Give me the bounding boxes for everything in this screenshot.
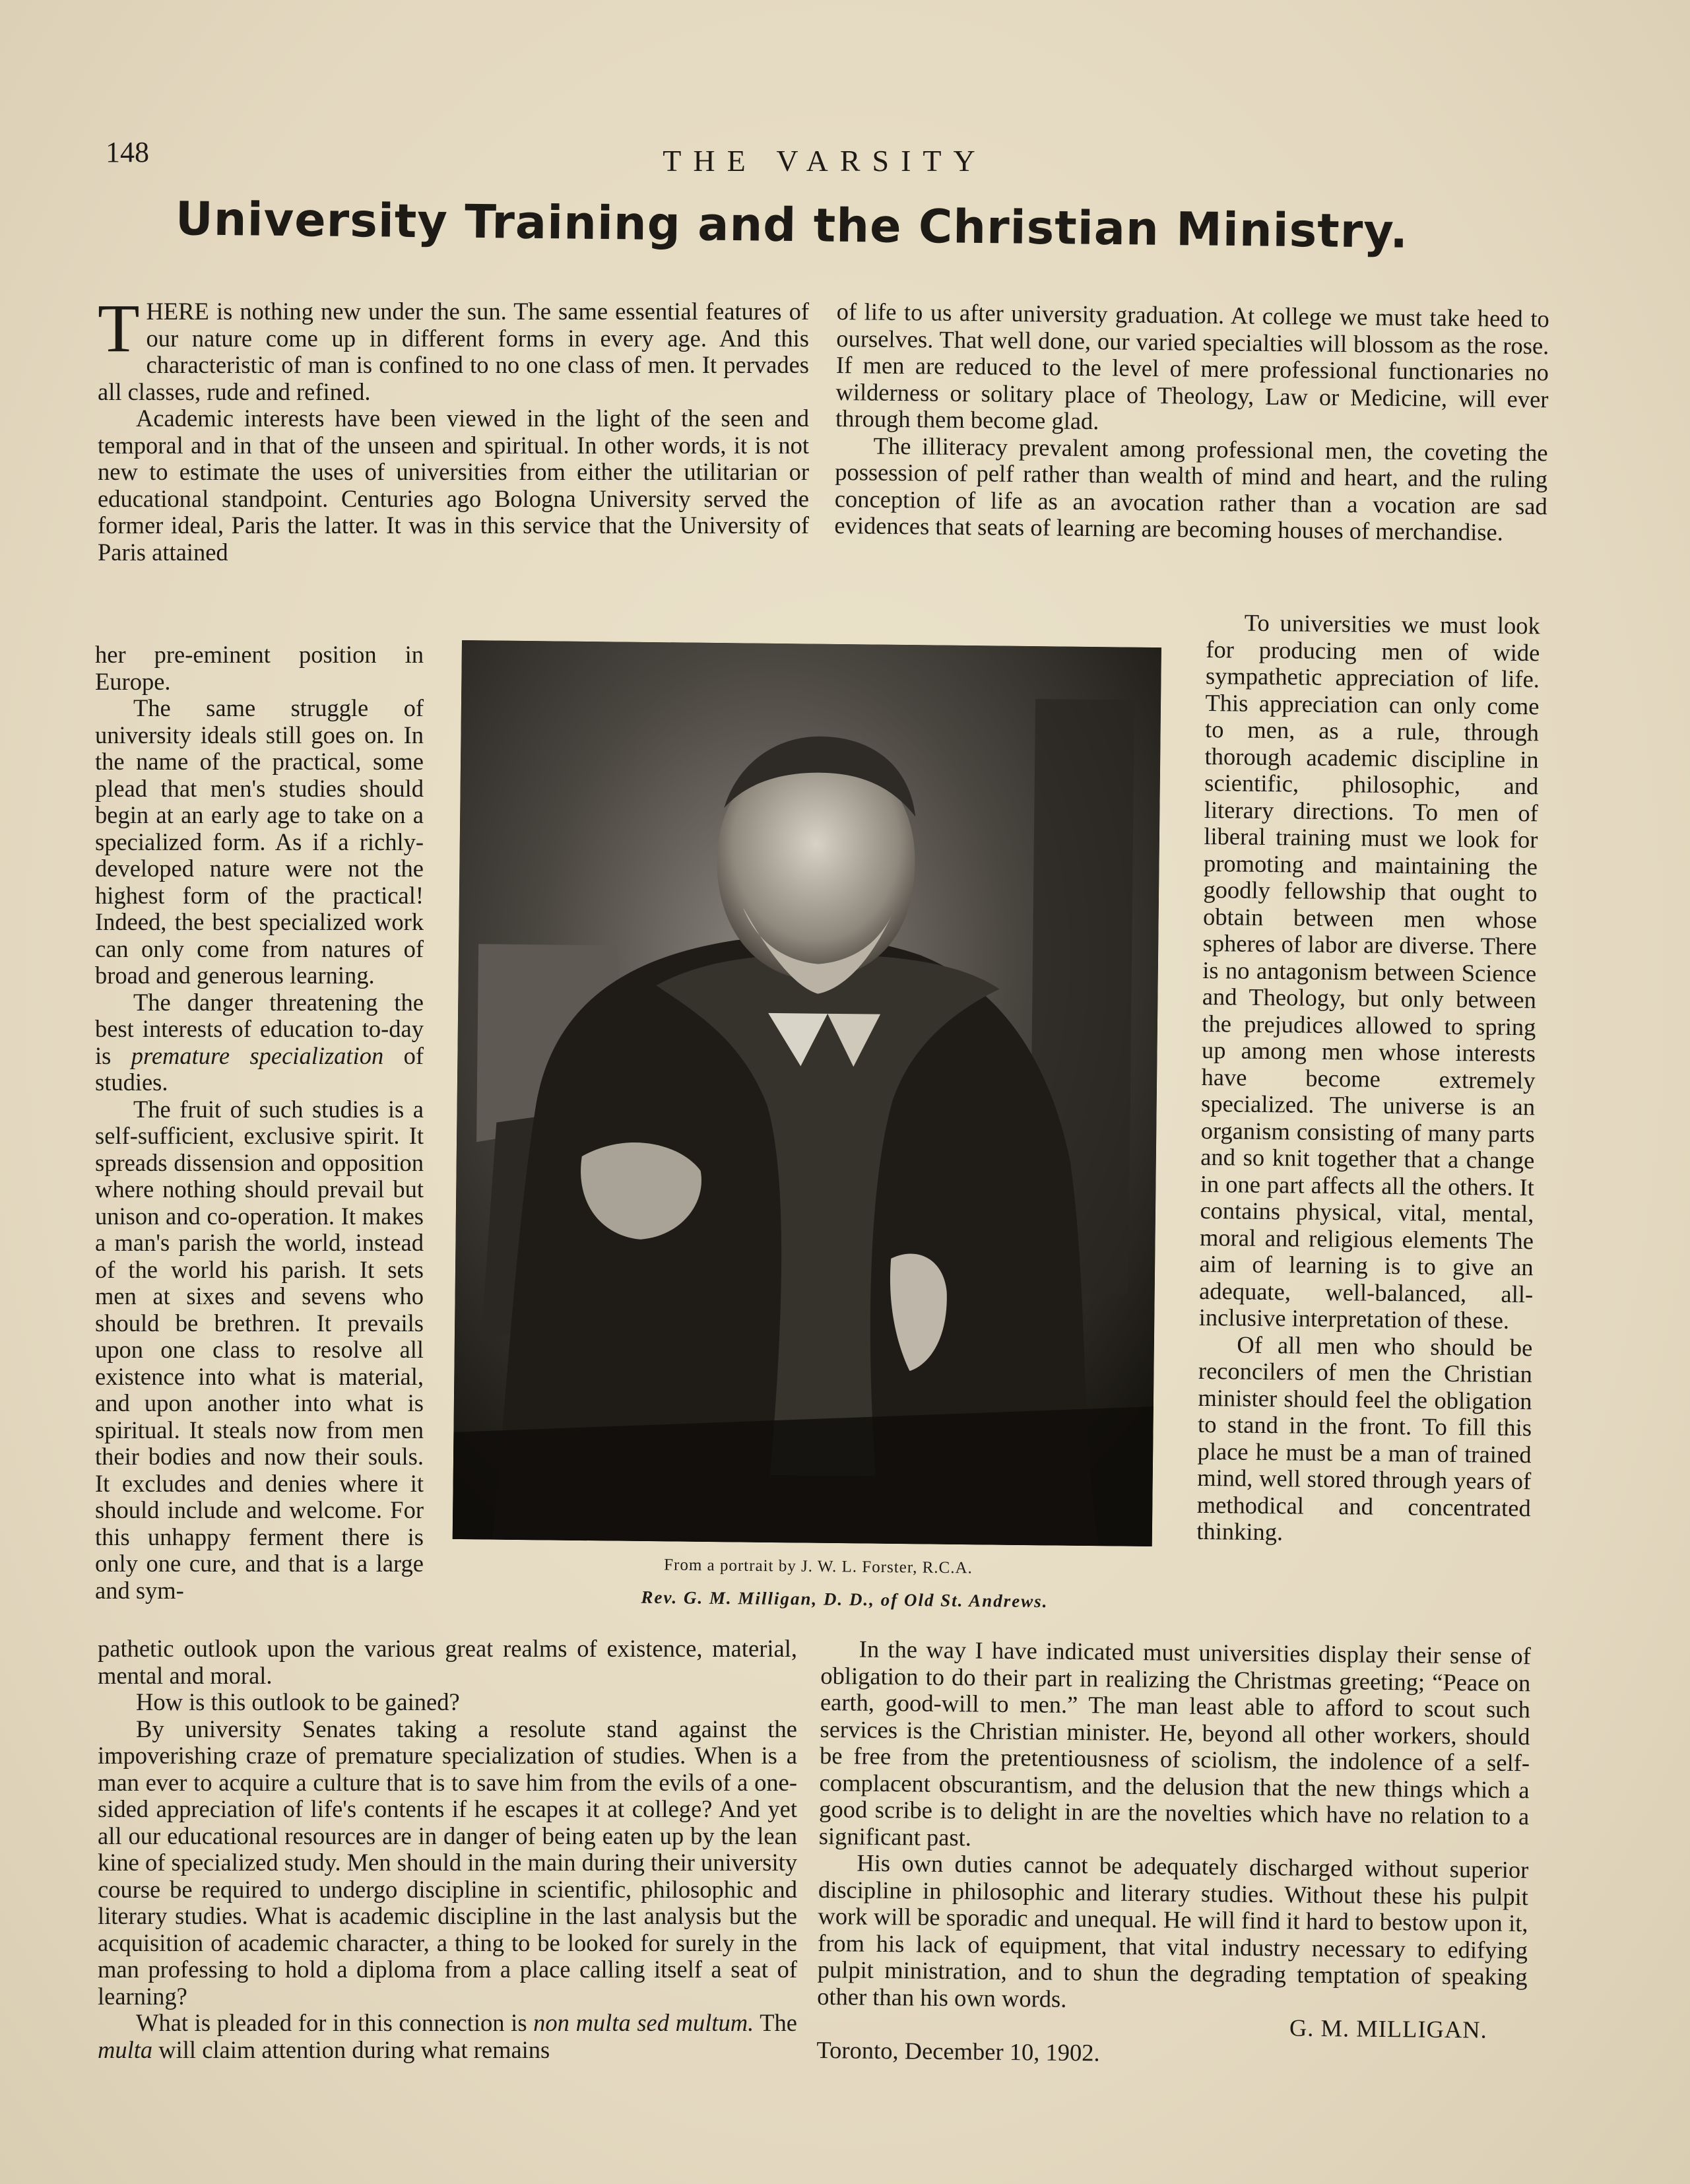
paragraph: How is this outlook to be gained?	[136, 1688, 460, 1715]
paragraph: Academic interests have been viewed in the light of the seen and temporal and in that of the unseen and spiritual. In other words, it is not new to estimate the uses of universities from either the utilitarian or educational standpoint. Centuries ago Bologna University served the former ideal, Paris the latter. It was in this service that the University of Paris attained	[98, 405, 809, 566]
narrow-column-left	[95, 642, 424, 1604]
paragraph: THERE is nothing new under the sun. The same essential features of our nature come up in different forms in every age. And this characteristic of man is confined to no one class of men. It pervades all classes, rude and refined.	[98, 290, 809, 405]
article-title: University Training and the Christian Ministry.	[175, 191, 1409, 259]
paragraph: The fruit of such studies is a self-sufficient, exclusive spirit. It spreads dissension and opposition where nothing should prevail but unison and co-operation. It makes a man's parish the world, instead of the world his parish. It sets men at sixes and sevens who should be brethren. It prevails upon one class to resolve all existence into what is material, and upon another into what is spiritual. It steals now from men their bodies and now their souls. It excludes and denies where it should include and welcome. For this unhappy ferment there is only one cure, and that is a large and sym-	[95, 1095, 424, 1604]
page-header	[99, 135, 1551, 188]
paragraph: her pre-eminent position in Europe.	[95, 641, 424, 695]
portrait-image	[453, 640, 1161, 1546]
paragraph: of life to us after university graduation. At college we must take heed to ourselves. That well done, our varied specialties will blossom as the rose. If men are reduced to the level of mere professional functionaries no wilderness or solitary place of Theology, Law or Medicine, will ever through them become glad.	[835, 298, 1549, 435]
narrow-column-right	[1196, 609, 1540, 1548]
bottom-column-right	[816, 1636, 1531, 2070]
portrait-illustration	[453, 640, 1161, 1546]
dateline: Toronto, December 10, 1902.	[816, 2035, 1100, 2066]
paragraph: Of all men who should be reconcilers of men the Christian minister should feel the obligation to stand in the front. To fill this place he must be a man of trained mind, well stored through years of methodical and concentrated thinking.	[1196, 1331, 1533, 1546]
paragraph: In the way I have indicated must universities display their sense of obligation to do their part in realizing the Christmas greeting; “Peace on earth, good-will to men.” The man least able to afford to scout such services is the Christian minister. He, beyond all other workers, should be free from the pretentiousness of sciolism, the indolence of a self-complacent obscurantism, and the delusion that the new things which a good scribe is to delight in are the novelties which have no relation to a significant past.	[818, 1635, 1531, 1851]
paragraph: The danger threatening the best interests of education to-day is premature specialization of studies.	[95, 988, 424, 1096]
image-caption: Rev. G. M. Milligan, D. D., of Old St. Andrews.	[641, 1587, 1049, 1612]
drop-cap: T	[98, 290, 140, 366]
page-number: 148	[106, 136, 149, 168]
paragraph: To universities we must look for producing men of wide sympathetic appreciation of life. This appreciation can only come to men, as a rule, through thorough academic discipline in scientific, philosophic, and literary directions. To men of liberal training must we look for promoting and maintaining the goodly fellowship that ought to obtain between men whose spheres of labor are diverse. There is no antagonism between Science and Theology, but only between the prejudices allowed to spring up among men whose interests have become extremely specialized. The universe is an organism consisting of many parts and so knit together that a change in one part affects all the others. It contains physical, vital, mental, moral and religious elements The aim of learning is to give an adequate, well-balanced, all-inclusive interpretation of these.	[1198, 609, 1540, 1334]
paragraph: What is pleaded for in this connection is non multa sed multum. The multa will claim attention during what remains	[98, 2009, 797, 2063]
paragraph: The same struggle of university ideals still goes on. In the name of the practical, some plead that men's studies should begin at an early age to take on a specialized form. As if a richly-developed nature were not the highest form of the practical! Indeed, the best specialized work can only come from natures of broad and generous learning.	[95, 694, 424, 989]
image-credit: From a portrait by J. W. L. Forster, R.C.A.	[664, 1556, 973, 1577]
paragraph: pathetic outlook upon the various great realms of existence, material, mental and moral.	[98, 1635, 797, 1689]
paragraph: His own duties cannot be adequately discharged without superior discipline in philosophic and literary studies. Without these his pulpit work will be sporadic and unequal. He will find it hard to bestow upon it, from his lack of equipment, that vital industry necessary to edifying pulpit ministration, and to shun the degrading temptation of speaking other than his own words.	[817, 1849, 1529, 2012]
bottom-column-left	[98, 1636, 797, 2063]
paragraph: The illiteracy prevalent among professional men, the coveting the possession of pelf rather than wealth of mind and heart, and the ruling conception of life as an avocation rather than a vocation are sad evidences that seats of learning are becoming houses of merchandise.	[834, 432, 1548, 546]
author-signature: G. M. MILLIGAN.	[1289, 2014, 1488, 2043]
intro-column-right	[834, 298, 1549, 546]
running-head: THE VARSITY	[663, 144, 987, 178]
paragraph: By university Senates taking a resolute stand against the impoverishing craze of premature specialization of studies. When is a man ever to acquire a culture that is to save him from the evils of a one-sided appreciation of life's contents if he escapes it at college? And yet all our educational resources are in danger of being eaten up by the lean kine of specialized study. Men should in the main during their university course be required to undergo discipline in scientific, philosophic and literary studies. What is academic discipline in the last analysis but the acquisition of academic character, a thing to be looked for surely in the man professing to hold a diploma from a place calling itself a seat of learning?	[98, 1715, 797, 2010]
intro-column-left	[98, 290, 809, 566]
